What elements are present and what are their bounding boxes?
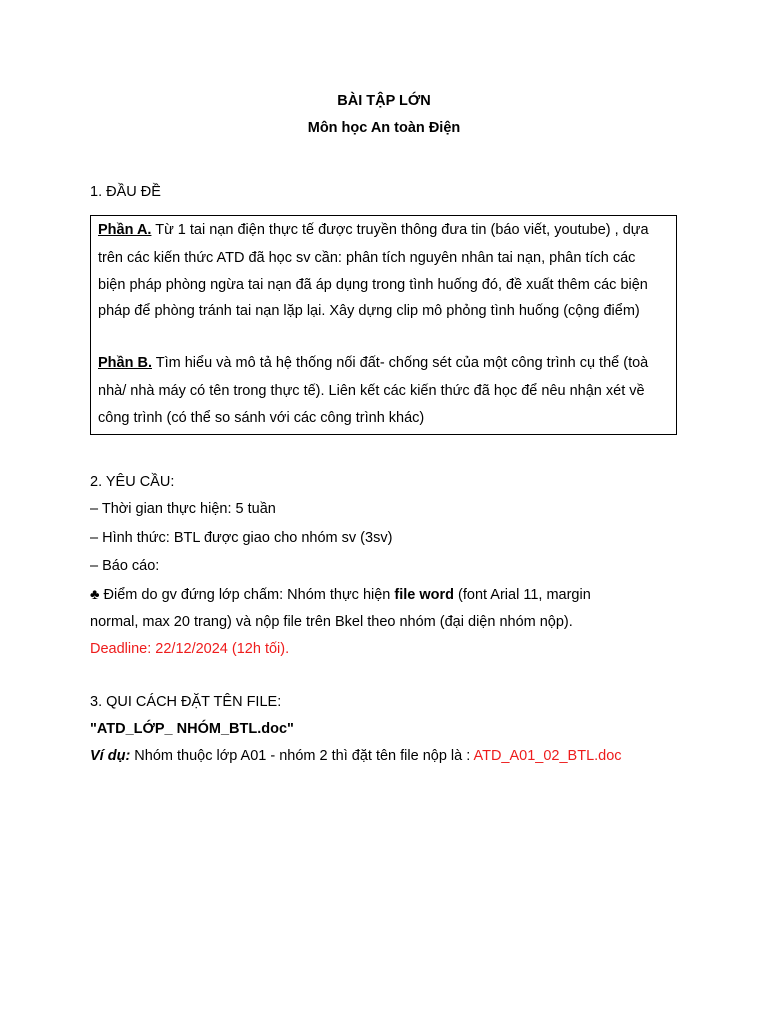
part-a-line-3: biện pháp phòng ngừa tai nạn đã áp dụng trong tình huống đó, đề xuất thêm các biện bbox=[98, 277, 648, 293]
grading-suffix: (font Arial 11, margin bbox=[454, 587, 591, 603]
part-a-text-1: Từ 1 tai nạn điện thực tế được truyền thông đưa tin (báo viết, youtube) , dựa bbox=[151, 222, 649, 238]
example-label: Ví dụ: bbox=[90, 748, 131, 764]
requirement-report: – Báo cáo: bbox=[90, 558, 160, 574]
section-1-heading: 1. ĐẦU ĐỀ bbox=[90, 184, 161, 200]
example-line bbox=[90, 748, 622, 764]
part-a-line-1 bbox=[98, 222, 649, 238]
example-text: Nhóm thuộc lớp A01 - nhóm 2 thì đặt tên file nộp là : bbox=[130, 748, 474, 764]
part-b-line-2: nhà/ nhà máy có tên trong thực tế). Liên kết các kiến thức đã học để nêu nhận xét về bbox=[98, 383, 645, 399]
grading-file-word: file word bbox=[394, 587, 455, 603]
grading-prefix: ♣ Điểm do gv đứng lớp chấm: Nhóm thực hiện bbox=[90, 587, 395, 603]
part-b-text-1: Tìm hiểu và mô tả hệ thống nối đất- chống sét của một công trình cụ thể (toà bbox=[151, 355, 649, 371]
section-3-heading: 3. QUI CÁCH ĐẶT TÊN FILE: bbox=[90, 694, 282, 710]
requirement-grading bbox=[90, 587, 591, 603]
document-subtitle: Môn học An toàn Điện bbox=[307, 120, 461, 136]
document-title: BÀI TẬP LỚN bbox=[337, 93, 431, 109]
part-a-line-4: pháp để phòng tránh tai nạn lặp lại. Xây dựng clip mô phỏng tình huống (cộng điểm) bbox=[98, 303, 640, 319]
part-b-line-3: công trình (có thể so sánh với các công trình khác) bbox=[98, 410, 425, 426]
requirement-grading-line-2: normal, max 20 trang) và nộp file trên Bkel theo nhóm (đại diện nhóm nộp). bbox=[90, 614, 573, 630]
part-b-label: Phần B. bbox=[98, 355, 152, 371]
file-name-pattern: "ATD_LỚP_ NHÓM_BTL.doc" bbox=[90, 721, 294, 737]
section-2-heading: 2. YÊU CẦU: bbox=[90, 474, 175, 490]
requirement-format: – Hình thức: BTL được giao cho nhóm sv (3sv) bbox=[90, 530, 393, 546]
deadline-text: Deadline: 22/12/2024 (12h tối). bbox=[90, 641, 290, 657]
part-b-line-1 bbox=[98, 355, 648, 371]
requirement-time: – Thời gian thực hiện: 5 tuần bbox=[90, 501, 276, 517]
example-file-name: ATD_A01_02_BTL.doc bbox=[473, 748, 622, 764]
part-a-line-2: trên các kiến thức ATD đã học sv cần: phân tích nguyên nhân tai nạn, phân tích các bbox=[98, 250, 636, 266]
topic-box bbox=[90, 215, 677, 435]
part-a-label: Phần A. bbox=[98, 222, 152, 238]
